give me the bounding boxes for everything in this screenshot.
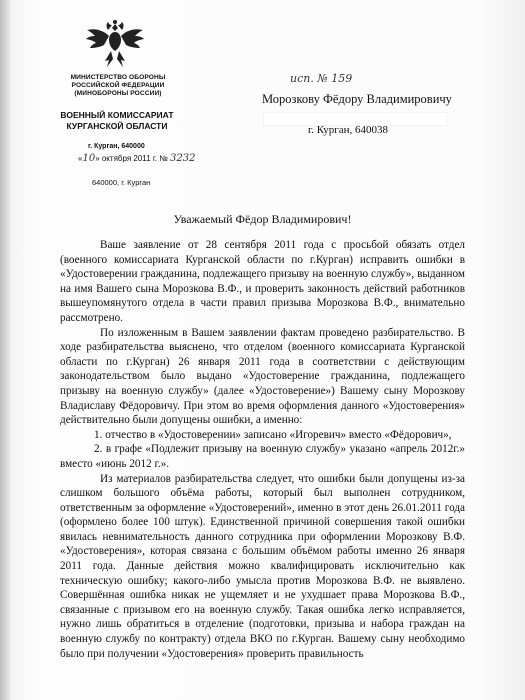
sender-city: 640000, г. Курган xyxy=(92,178,151,187)
ministry-name xyxy=(60,74,176,98)
body-paragraph: Ваше заявление от 28 сентября 2011 года с просьбой обязать отдел (военного комиссариата Курганской области по г.Курган) исправить ошибки в «Удостоверении гражданина, подлежащего призыву на военную службу», выданном на имя Вашего сына Морозкова В.Ф., и проверить законность действий работников вышеупомянутого отдела в части правил призыва Морозкова В.Ф., внимательно рассмотрено. xyxy=(60,239,465,324)
error-item: 1. отчество в «Удостоверении» записано «Игоревич» вместо «Фёдорович», xyxy=(94,428,452,441)
commissariat-name xyxy=(44,110,190,132)
double-headed-eagle-emblem-icon xyxy=(84,18,146,70)
date-prefix: « xyxy=(78,154,83,163)
error-item: 2. в графе «Подлежит призыву на военную службу» указано «апрель 2012г.» вместо «июнь 2012 г.». xyxy=(60,443,465,470)
office-line: ВОЕННЫЙ КОМИССАРИАТ xyxy=(60,110,174,120)
sender-address: г. Курган, 640000 xyxy=(88,143,145,150)
recipient-city: г. Курган, 640038 xyxy=(308,124,389,136)
handwritten-registration-note: исп. № 159 xyxy=(290,72,353,85)
letter-body xyxy=(60,238,465,661)
office-line: КУРГАНСКОЙ ОБЛАСТИ xyxy=(66,121,168,131)
body-paragraph: По изложенным в Вашем заявлении фактам проведено разбирательство. В ходе разбирательства выяснено, что отделом (военного комиссариата Курганской области по г.Курган) 26 января 2011 года в соответствии с действующим законодательством было выдано «Удостоверение гражданина, подлежащего призыву на военную службу» (далее «Удостоверение») Вашему сыну Морозкову Владиславу Фёдоровичу. При этом во время оформления данного «Удостоверения» действительно были допущены ошибки, а именно: xyxy=(60,326,465,427)
letter-date-number xyxy=(78,153,195,164)
body-paragraph: Из материалов разбирательства следует, что ошибки были допущены из-за слишком большого объёма работы, который был выполнен сотрудником, ответственным за оформление «Удостоверений», именно в этот день 26.01.2011 года (оформлено более 100 штук). Единственной причиной совершения такой ошибки явилась невнимательность данного сотрудника при оформлении Морозкову В.Ф. «Удостоверения», которая связана с большим объёмом работы именно 26 января 2011 года. Данные действия можно квалифицировать исключительно как техническую ошибку; какого-либо умысла против Морозкова В.Ф. не выявлено. Совершённая ошибка никак не ущемляет и не ухудшает права Морозкова В.Ф., связанные с призывом его на военную службу. Такая ошибка легко исправляется, нужно лишь обратиться в отделение (подготовки, призыва и набора граждан на военную службу по контракту) отдела ВКО по г.Курган. Вашему сыну необходимо было при получении «Удостоверения» проверить правильность xyxy=(60,472,465,660)
page-shadow-edge xyxy=(0,0,10,700)
org-line: (МИНОБОРОНЫ РОССИИ) xyxy=(74,90,162,97)
handwritten-number: 3232 xyxy=(170,153,196,164)
org-line: МИНИСТЕРСТВО ОБОРОНЫ xyxy=(70,74,166,81)
salutation: Уважаемый Фёдор Владимирович! xyxy=(173,212,352,226)
org-line: РОССИЙСКОЙ ФЕДЕРАЦИИ xyxy=(71,82,165,89)
recipient-name: Морозкову Фёдору Владимировичу xyxy=(262,92,452,106)
handwritten-day: 10 xyxy=(82,153,96,164)
date-middle: » октября 2011 г. № xyxy=(95,154,168,163)
